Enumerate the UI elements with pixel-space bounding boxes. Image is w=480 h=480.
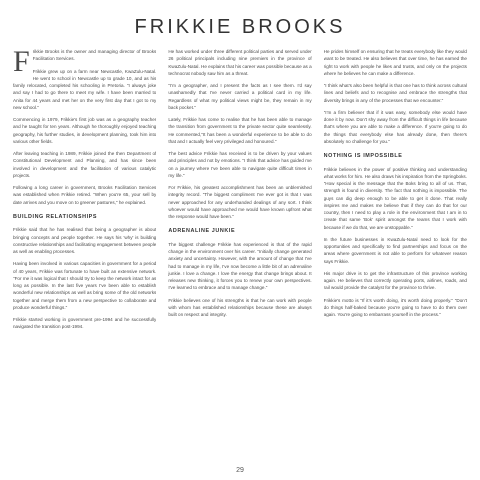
article-paragraph: Having been involved in various capacities in government for a period of 40 years, Frikkie was fortunate to have built an extensive network. "For me it was logical that I should try to keep the network intact for as long as possible. In the last five years I've been able to establish wonderful new relationships as well as bring some of the old networks together and merge them from a new perspective to collaborate and produce wonderful things." xyxy=(13,261,157,310)
article-paragraph: Frikkie said that he has realised that being a geographer is about bringing concepts and people together. He says his 'why' is building constructive relationships and facilitating engagement between people as well as enabling processes. xyxy=(13,227,157,255)
article-paragraph: Frikkie's motto is "If it's worth doing, it's worth doing properly." "Don't do things half-baked because you're going to have to do them over again. You're going to embarrass yourself in the process." xyxy=(323,297,467,318)
article-column-2 xyxy=(168,48,311,456)
page-number: 29 xyxy=(236,467,244,474)
article-paragraph: Following a long career in government, Brooks Facilitation Services was established when Frikkie retired. "When you're 65, your sell by date arrives and you move on to greener pastures," he explained. xyxy=(13,185,157,205)
article-paragraph: The biggest challenge Frikkie has experienced is that of the rapid change in the environment over his career. "Initially change generated anxiety and uncertainty. However, with the amount of change that I've had to manage in my life, I've now become a little bit of an adrenaline junkie. I love a change. I love the energy that change brings about. It releases new thinking, it forces you to renew your own perspectives. I've learned to embrace and to manage change." xyxy=(168,241,312,291)
article-paragraph: Frikkie started working in government pre-1994 and he successfully navigated the transition post-1994. xyxy=(13,317,157,330)
section-heading: BUILDING RELATIONSHIPS xyxy=(13,213,98,220)
article-paragraph: He has worked under three different political parties and served under 26 political principals including nine premiers in the province of KwaZulu-Natal. He explains that his career was possible because as a technocrat nobody saw him as a threat. xyxy=(168,49,312,76)
article-paragraph: He prides himself on ensuring that he treats everybody like they would want to be treated. He also believes that over time, he has earned the right to work with people he likes and trusts, and only on the projects where he believes he can make a difference. xyxy=(323,49,467,76)
article-paragraph: "I'm a geographer, and I present the facts as I see them. I'd say unashamedly that I've never carried a political card in my life. Regardless of what my political views might be, they remain in my back pocket." xyxy=(168,83,312,110)
article-paragraph: Frikkie Brooks is the owner and managing director of Brooks Facilitation Services. xyxy=(13,48,157,78)
article-paragraph: After leaving teaching in 1989, Frikkie joined the then Department of Constitutional Development and Planning, and has since been involved in development and the facilitation of various catalytic projects. xyxy=(13,151,157,178)
article-columns xyxy=(13,48,467,456)
drop-cap: F xyxy=(13,48,30,78)
page-title: FRIKKIE BROOKS xyxy=(134,16,346,38)
article-paragraph: Frikkie grew up on a farm near Newcastle, KwaZulu-Natal. He went to school in Newcastle up to grade 10, and as his family relocated, completed his schooling in Pretoria. "I always joke and say I had to go there to meet my wife. I have been married to Anita for 44 years and met her on the very first day that I got to my new school." xyxy=(13,68,157,110)
article-paragraph: Frikkie believes one of his strengths is that he can work with people with whom has established relationships because these are always built on respect and integrity. xyxy=(168,297,312,318)
article-paragraph: His major drive is to get the infrastructure of this province working again. He believes that correctly operating ports, airlines, roads, and rail would provide the catalyst for the province to thrive. xyxy=(323,270,467,291)
article-paragraph: Commencing in 1979, Frikkie's first job was as a geography teacher and he taught for ten years. Although he thoroughly enjoyed teaching geography, his further studies, in development planning, took him into various other fields. xyxy=(13,117,157,144)
article-paragraph: "I'm a firm believer that if it was easy, somebody else would have done it by now. Don't shy away from the difficult things in life because that's where you are able to make a difference. If you're going to do the things that everybody else has already done, then there's absolutely no challenge for you." xyxy=(323,109,467,144)
article-paragraph: "I think what's also been helpful is that one has to think across cultural lines and beliefs and to recognise and embrace the strengths that diversity brings in any of the processes that we encounter." xyxy=(323,83,467,103)
section-heading: ADRENALINE JUNKIE xyxy=(168,228,236,235)
section-heading: NOTHING IS IMPOSSIBLE xyxy=(323,153,403,159)
article-paragraph: The best advice Frikkie has received is to be driven by your values and principles and not by emotions. "I think that advice has guided me on a journey where I've been able to navigate quite difficult times in my life." xyxy=(168,151,312,178)
article-paragraph: Lately, Frikkie has come to realise that he has been able to manage the transition from government to the private sector quite seamlessly. He commented,"It has been a wonderful experience to be able to do that and I actually feel very privileged and honoured." xyxy=(168,117,312,144)
article-paragraph: In the future businesses in KwaZulu-Natal need to look for the opportunities and specifically to find partnerships and focus on the areas where government is not able to perform for whatever reason says Frikkie. xyxy=(323,236,467,264)
article-column-3 xyxy=(324,48,467,456)
article-column-1 xyxy=(13,48,156,456)
article-paragraph: For Frikkie, his greatest accomplishment has been an unblemished integrity record. "The biggest compliment I've ever got is that I was never approached for any underhanded dealings of any sort. I think whoever would have approached me would have known upfront what the response would have been." xyxy=(168,185,312,219)
article-paragraph: Frikkie believes in the power of positive thinking and understanding what works for him. He also draws his inspiration from the Springboks. "How special is the message that the Boks bring to all of us. That, strength is found in diversity. The fact that nothing is impossible. The guys can dig deep enough to be able to get it done. That really inspires me and makes me believe that if they can do that for our country, then I need to play a role in the environment that I am in to create that same 'Bok' spirit amongst the teams that I work with because if we do that, we are unstoppable." xyxy=(323,166,467,230)
